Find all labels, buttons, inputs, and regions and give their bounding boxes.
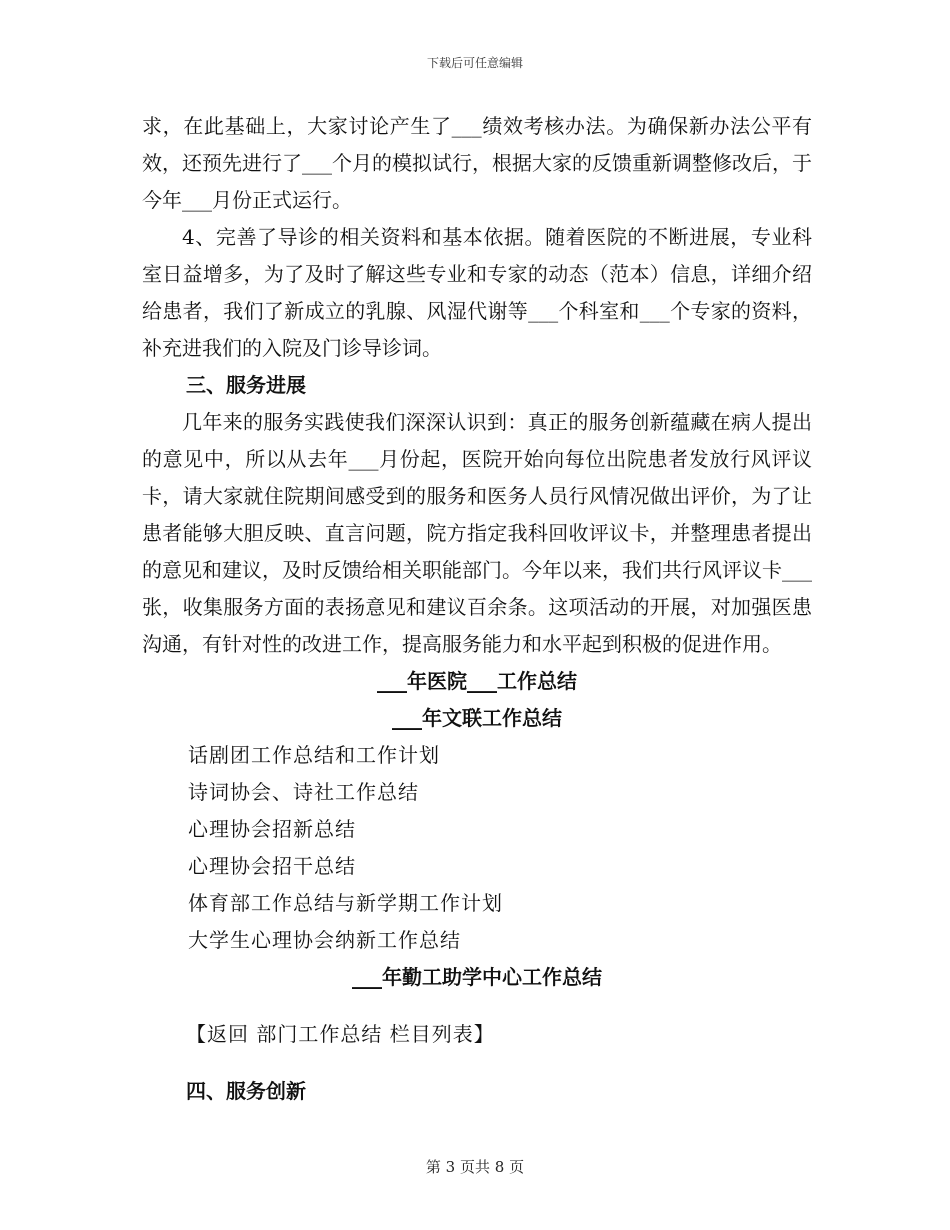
related-link[interactable]: 心理协会招干总结 — [188, 854, 356, 878]
related-link-item[interactable] — [142, 774, 812, 811]
section-heading-3: 三、服务进展 — [186, 373, 306, 397]
qingong-summary-title[interactable] — [142, 959, 812, 996]
back-nav-close: 】 — [473, 1022, 495, 1046]
qingong-summary-link[interactable]: ___年勤工助学中心工作总结 — [352, 965, 602, 989]
related-link[interactable]: 心理协会招新总结 — [188, 817, 356, 841]
related-link-item[interactable] — [142, 848, 812, 885]
related-link-item[interactable] — [142, 885, 812, 922]
related-link[interactable]: 体育部工作总结与新学期工作计划 — [188, 891, 503, 915]
related-link-item[interactable] — [142, 737, 812, 774]
wenlian-summary-link[interactable]: ___年文联工作总结 — [392, 706, 562, 730]
page-footer: 第 3 页共 8 页 — [425, 1158, 525, 1176]
section-heading-4: 四、服务创新 — [186, 1079, 306, 1103]
back-navigation — [142, 1016, 812, 1053]
back-nav-open: 【返回 — [186, 1022, 249, 1046]
paragraph-continued: 求，在此基础上，大家讨论产生了___绩效考核办法。为确保新办法公平有效，还预先进行了___个月的模拟试行，根据大家的反馈重新调整修改后，于今年___月份正式运行。 — [142, 114, 812, 212]
related-link[interactable]: 大学生心理协会纳新工作总结 — [188, 928, 461, 952]
related-link[interactable]: 诗词协会、诗社工作总结 — [188, 780, 419, 804]
paragraph-item-4: 4、完善了导诊的相关资料和基本依据。随着医院的不断进展，专业科室日益增多，为了及时了解这些专业和专家的动态（范本）信息，详细介绍给患者，我们了新成立的乳腺、风湿代谢等___个科室和___个专家的资料，补充进我们的入院及门诊导诊词。 — [142, 225, 812, 360]
hospital-summary-link[interactable]: ___年医院___工作总结 — [377, 669, 577, 693]
department-summary-link[interactable]: 部门工作总结 — [256, 1022, 383, 1046]
related-link-item[interactable] — [142, 922, 812, 959]
related-links-list — [142, 737, 812, 959]
document-body — [142, 108, 812, 1110]
section-3-body: 几年来的服务实践使我们深深认识到：真正的服务创新蕴藏在病人提出的意见中，所以从去年___月份起，医院开始向每位出院患者发放行风评议卡，请大家就住院期间感受到的服务和医务人员行风情况做出评价，为了让患者能够大胆反映、直言问题，院方指定我科回收评议卡，并整理患者提出的意见和建议，及时反馈给相关职能部门。今年以来，我们共行风评议卡___张，收集服务方面的表扬意见和建议百余条。这项活动的开展，对加强医患沟通，有针对性的改进工作，提高服务能力和水平起到积极的促进作用。 — [142, 410, 812, 656]
related-link[interactable]: 话剧团工作总结和工作计划 — [188, 743, 440, 767]
page-header: 下载后可任意编辑 — [426, 56, 523, 70]
hospital-summary-title[interactable] — [142, 663, 812, 700]
wenlian-summary-title[interactable] — [142, 700, 812, 737]
column-list-link[interactable]: 栏目列表 — [389, 1022, 474, 1046]
related-link-item[interactable] — [142, 811, 812, 848]
